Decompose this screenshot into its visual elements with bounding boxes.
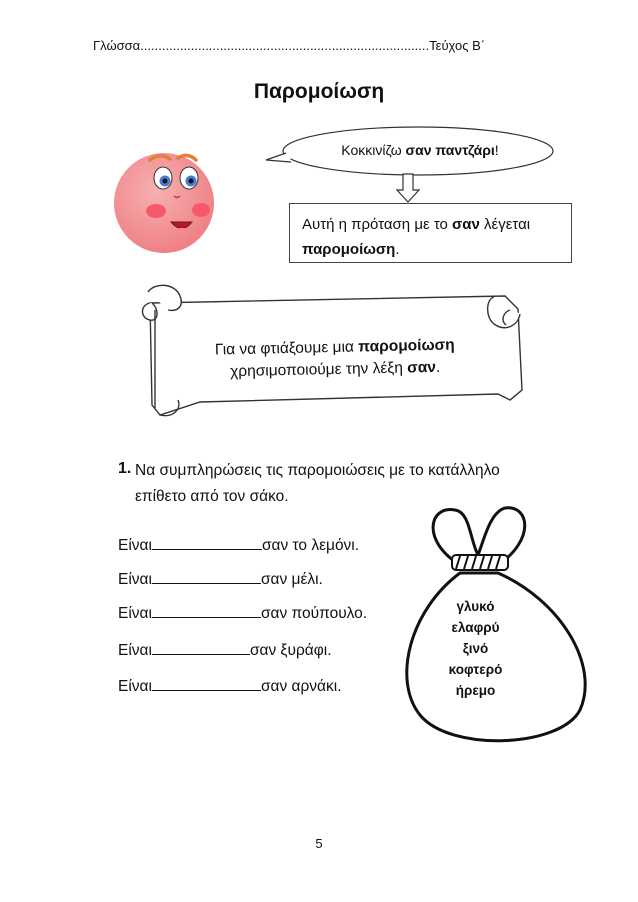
row-suffix: σαν ξυράφι.: [249, 642, 332, 659]
exercise-row: [118, 569, 323, 589]
scroll-line2-end: .: [435, 358, 441, 376]
row-suffix: σαν πούπουλο.: [260, 605, 368, 622]
sack-word-list: [433, 596, 518, 701]
bubble-text-bold: σαν παντζάρι: [405, 142, 495, 158]
answer-blank[interactable]: [152, 676, 261, 691]
header-subject: Γλώσσα: [93, 38, 141, 53]
page-title: Παρομοίωση: [253, 80, 385, 103]
exercise-row: [118, 640, 332, 660]
definition-text-1: Αυτή η πρόταση με το: [302, 216, 453, 233]
instruction-line-2: επίθετο από τον σάκο.: [135, 488, 289, 505]
answer-blank[interactable]: [152, 640, 250, 655]
row-prefix: Είναι: [118, 605, 152, 622]
sack-word: ελαφρύ: [451, 620, 500, 635]
row-prefix: Είναι: [118, 571, 152, 588]
scroll-line1-text: Για να φτιάξουμε μια: [214, 338, 359, 359]
speech-bubble-text: [300, 142, 540, 158]
scroll-line2-bold: σαν: [406, 358, 437, 377]
answer-blank[interactable]: [152, 535, 262, 550]
sack-word: ξινό: [462, 641, 489, 656]
exercise-row: [118, 676, 342, 696]
scroll-line2-text: χρησιμοποιούμε την λέξη: [230, 359, 408, 381]
row-prefix: Είναι: [118, 678, 152, 695]
header-volume: Τεύχος Β΄: [429, 38, 486, 53]
definition-bold-1: σαν: [452, 216, 480, 233]
bubble-text-normal: Κοκκινίζω: [341, 142, 406, 158]
exercise-number: 1.: [118, 460, 132, 477]
header-dots: ................................................................................: [140, 38, 430, 53]
definition-text-2: λέγεται: [479, 216, 531, 233]
exercise-instruction: [135, 458, 575, 510]
page-number: 5: [315, 836, 323, 851]
scroll-text: [185, 334, 486, 384]
sack-word: ήρεμο: [455, 683, 496, 698]
row-suffix: σαν το λεμόνι.: [261, 537, 360, 554]
sack-word: κοφτερό: [448, 662, 503, 677]
exercise-row: [118, 603, 367, 623]
definition-bold-2: παρομοίωση: [302, 241, 396, 258]
definition-box: [289, 203, 572, 263]
sack-word: γλυκό: [456, 599, 495, 614]
definition-text-end: .: [395, 241, 400, 258]
row-prefix: Είναι: [118, 537, 152, 554]
answer-blank[interactable]: [152, 603, 261, 618]
answer-blank[interactable]: [152, 569, 261, 584]
row-prefix: Είναι: [118, 642, 152, 659]
row-suffix: σαν αρνάκι.: [260, 678, 342, 695]
smiley-face-icon: [114, 153, 214, 253]
instruction-line-1: Να συμπληρώσεις τις παρομοιώσεις με το κατάλληλο: [135, 462, 500, 479]
scroll-line1-bold: παρομοίωση: [358, 336, 455, 356]
bubble-text-end: !: [494, 142, 499, 158]
row-suffix: σαν μέλι.: [260, 571, 323, 588]
down-arrow-icon: [397, 174, 419, 202]
exercise-row: [118, 535, 359, 555]
